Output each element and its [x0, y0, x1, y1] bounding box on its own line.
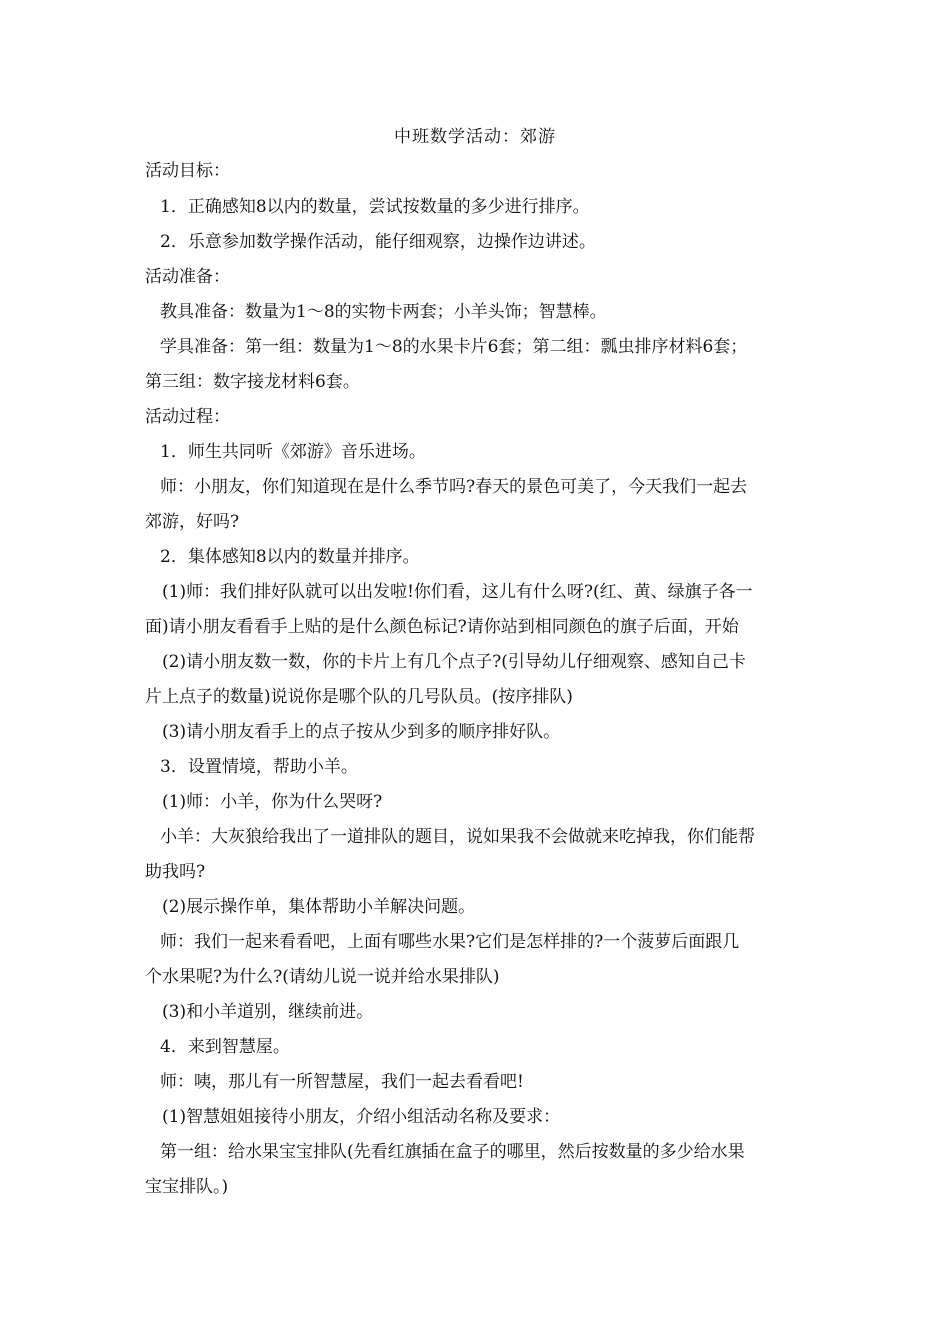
process-step-3: 3．设置情境，帮助小羊。 — [160, 757, 358, 777]
sub-step-4-1: (1)智慧姐姐接待小朋友，介绍小组活动名称及要求： — [162, 1107, 561, 1127]
lamb-dialogue: 小羊：大灰狼给我出了一道排队的题目，说如果我不会做就来吃掉我，你们能帮 — [160, 827, 755, 847]
teacher-question-continued: 个水果呢?为什么?(请幼儿说一说并给水果排队) — [145, 967, 500, 987]
process-step-1: 1．师生共同听《郊游》音乐进场。 — [160, 442, 426, 462]
lamb-dialogue-continued: 助我吗? — [145, 862, 206, 882]
group-1-description-continued: 宝宝排队。) — [145, 1177, 229, 1197]
goal-item-2: 2．乐意参加数学操作活动，能仔细观察，边操作边讲述。 — [160, 232, 596, 252]
sub-step-2-3: (3)请小朋友看手上的点子按从少到多的顺序排好队。 — [162, 722, 561, 742]
section-heading-goals: 活动目标： — [145, 161, 230, 181]
sub-step-2-1-continued: 面)请小朋友看看手上贴的是什么颜色标记?请你站到相同颜色的旗子后面，开始 — [145, 617, 739, 637]
sub-step-3-2: (2)展示操作单，集体帮助小羊解决问题。 — [162, 897, 476, 917]
sub-step-2-1: (1)师：我们排好队就可以出发啦!你们看，这儿有什么呀?(红、黄、绿旗子各一 — [162, 582, 753, 602]
student-materials-continued: 第三组：数字接龙材料6套。 — [145, 372, 360, 392]
document-title: 中班数学活动：郊游 — [394, 127, 556, 147]
teacher-dialogue: 师：小朋友，你们知道现在是什么季节吗?春天的景色可美了，今天我们一起去 — [160, 477, 748, 497]
teacher-materials: 教具准备：数量为1～8的实物卡两套；小羊头饰；智慧棒。 — [160, 302, 607, 322]
sub-step-3-1: (1)师：小羊，你为什么哭呀? — [162, 792, 383, 812]
teacher-question: 师：我们一起来看看吧，上面有哪些水果?它们是怎样排的?一个菠萝后面跟几 — [160, 932, 740, 952]
teacher-invitation: 师：咦，那儿有一所智慧屋，我们一起去看看吧! — [160, 1072, 524, 1092]
goal-item-1: 1．正确感知8以内的数量，尝试按数量的多少进行排序。 — [160, 197, 590, 217]
process-step-2: 2．集体感知8以内的数量并排序。 — [160, 547, 420, 567]
section-heading-process: 活动过程： — [145, 407, 230, 427]
section-heading-preparation: 活动准备： — [145, 267, 230, 287]
group-1-description: 第一组：给水果宝宝排队(先看红旗插在盒子的哪里，然后按数量的多少给水果 — [160, 1142, 745, 1162]
sub-step-2-2: (2)请小朋友数一数，你的卡片上有几个点子?(引导幼儿仔细观察、感知自己卡 — [162, 652, 746, 672]
sub-step-3-3: (3)和小羊道别，继续前进。 — [162, 1002, 374, 1022]
sub-step-2-2-continued: 片上点子的数量)说说你是哪个队的几号队员。(按序排队) — [145, 687, 573, 707]
process-step-4: 4．来到智慧屋。 — [160, 1037, 290, 1057]
student-materials: 学具准备：第一组：数量为1～8的水果卡片6套；第二组：瓢虫排序材料6套； — [160, 337, 748, 357]
teacher-dialogue-continued: 郊游，好吗? — [145, 512, 240, 532]
